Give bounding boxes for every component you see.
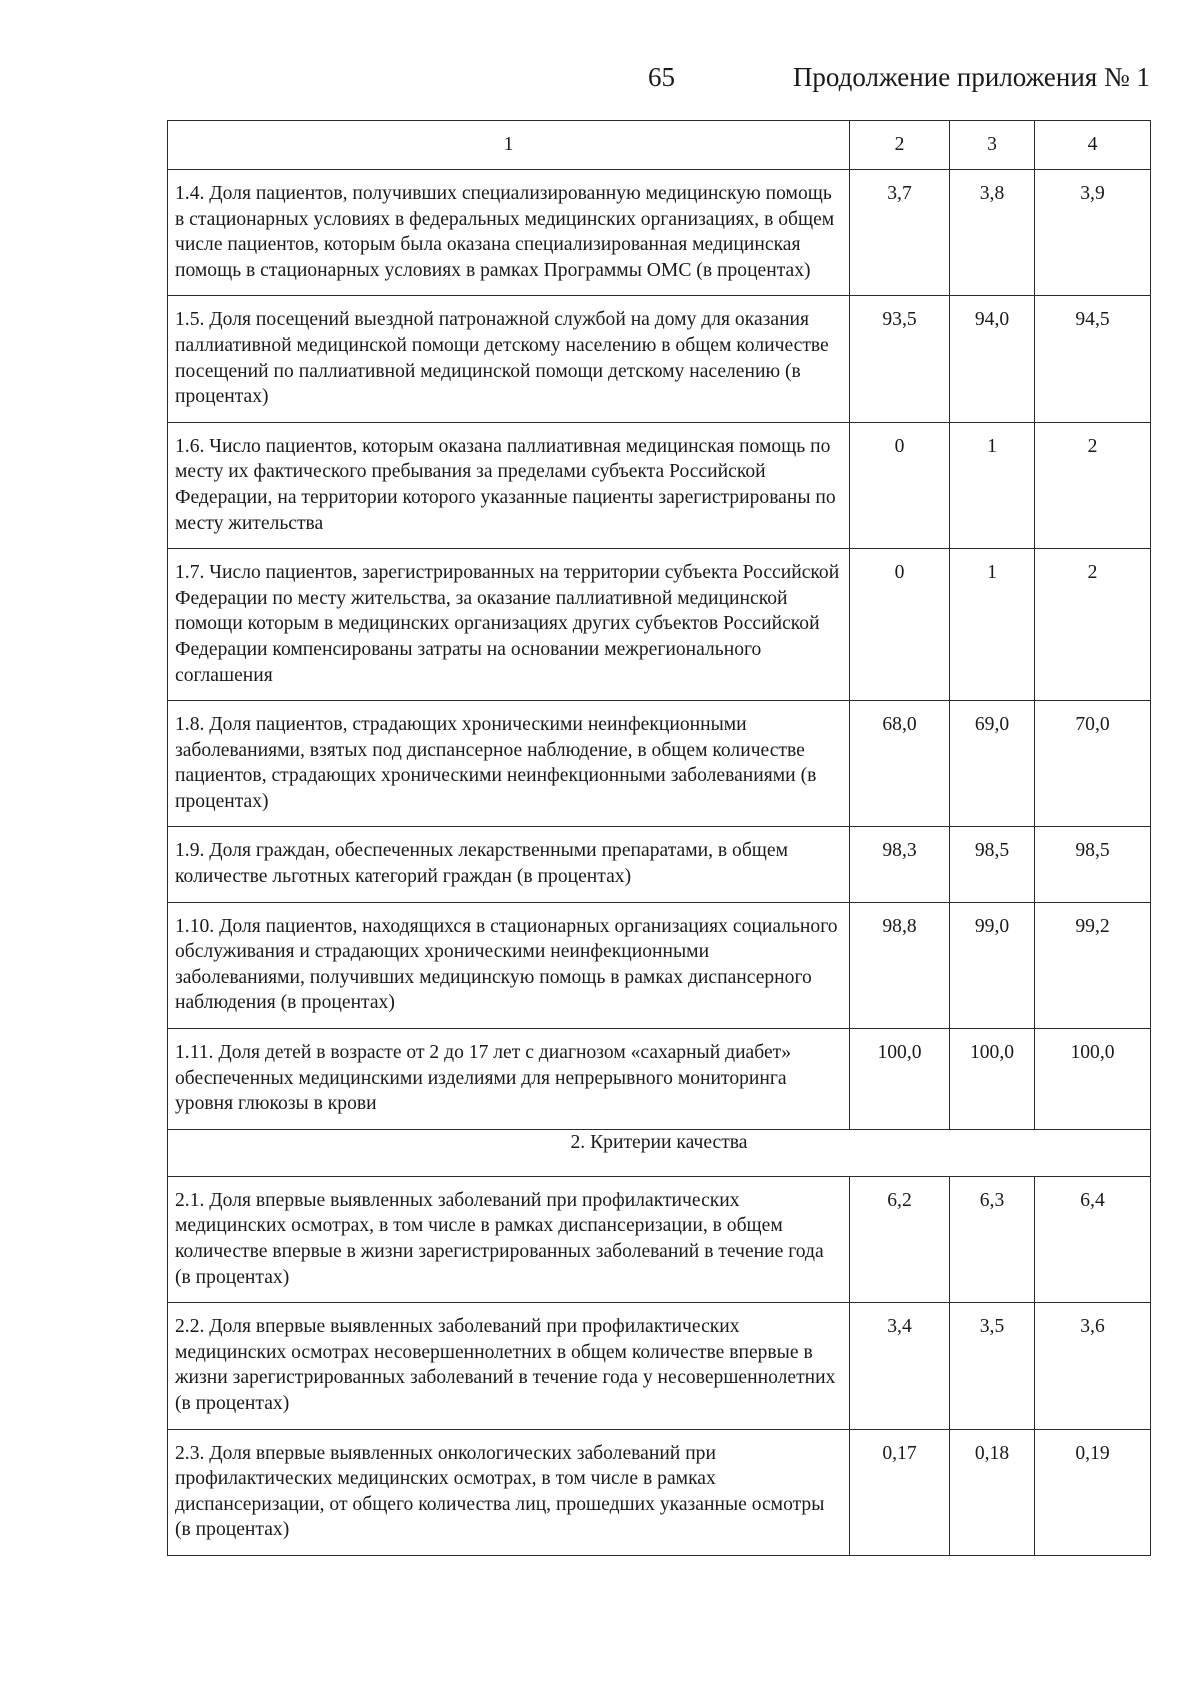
page-number: 65	[648, 62, 675, 92]
row-value-col3: 69,0	[950, 701, 1035, 827]
section-header-row	[168, 1129, 1151, 1176]
row-value-col2: 100,0	[850, 1029, 950, 1130]
row-value-col4: 70,0	[1035, 701, 1151, 827]
table-row	[168, 701, 1151, 827]
row-description: 1.4. Доля пациентов, получивших специализированную медицинскую помощь в стационарных условиях в федеральных медицинских организациях, в общем числе пациентов, которым была оказана специализированная медицинская помощь в стационарных условиях в рамках Программы ОМС (в процентах)	[168, 170, 850, 296]
column-header-3: 3	[950, 121, 1035, 170]
section-title: 2. Критерии качества	[168, 1129, 1151, 1176]
row-value-col3: 1	[950, 422, 1035, 548]
row-value-col4: 98,5	[1035, 827, 1151, 902]
row-value-col2: 68,0	[850, 701, 950, 827]
row-description: 1.10. Доля пациентов, находящихся в стационарных организациях социального обслуживания и страдающих хроническими неинфекционными заболеваниями, получивших медицинскую помощь в рамках диспансерного наблюдения (в процентах)	[168, 902, 850, 1028]
table-row	[168, 296, 1151, 422]
table-row	[168, 549, 1151, 701]
row-value-col4: 100,0	[1035, 1029, 1151, 1130]
row-description: 1.7. Число пациентов, зарегистрированных на территории субъекта Российской Федерации по месту жительства, за оказание паллиативной медицинской помощи которым в медицинских организациях других субъектов Российской Федерации компенсированы затраты на основании межрегионального соглашения	[168, 549, 850, 701]
criteria-table	[167, 120, 1151, 1556]
row-value-col3: 100,0	[950, 1029, 1035, 1130]
row-value-col4: 6,4	[1035, 1176, 1151, 1302]
table-row	[168, 827, 1151, 902]
row-value-col4: 94,5	[1035, 296, 1151, 422]
row-value-col4: 0,19	[1035, 1429, 1151, 1555]
row-value-col4: 2	[1035, 549, 1151, 701]
row-description: 2.2. Доля впервые выявленных заболеваний при профилактических медицинских осмотрах несовершеннолетних в общем количестве впервые в жизни зарегистрированных заболеваний в течение года у несовершеннолетних (в процентах)	[168, 1303, 850, 1429]
row-value-col2: 0	[850, 422, 950, 548]
row-value-col2: 6,2	[850, 1176, 950, 1302]
row-value-col4: 2	[1035, 422, 1151, 548]
row-description: 2.1. Доля впервые выявленных заболеваний при профилактических медицинских осмотрах, в том числе в рамках диспансеризации, в общем количестве впервые в жизни зарегистрированных заболеваний в течение года (в процентах)	[168, 1176, 850, 1302]
row-description: 1.6. Число пациентов, которым оказана паллиативная медицинская помощь по месту их фактического пребывания за пределами субъекта Российской Федерации, на территории которого указанные пациенты зарегистрированы по месту жительства	[168, 422, 850, 548]
row-value-col3: 98,5	[950, 827, 1035, 902]
table-row	[168, 1176, 1151, 1302]
table-header-row	[168, 121, 1151, 170]
table-row	[168, 1303, 1151, 1429]
table-row	[168, 170, 1151, 296]
row-value-col2: 3,7	[850, 170, 950, 296]
row-description: 1.5. Доля посещений выездной патронажной службой на дому для оказания паллиативной медицинской помощи детскому населению в общем количестве посещений по паллиативной медицинской помощи детскому населению (в процентах)	[168, 296, 850, 422]
continuation-header: Продолжение приложения № 1	[792, 62, 1150, 92]
column-header-2: 2	[850, 121, 950, 170]
row-value-col2: 3,4	[850, 1303, 950, 1429]
row-value-col2: 0,17	[850, 1429, 950, 1555]
row-value-col2: 93,5	[850, 296, 950, 422]
row-value-col3: 3,8	[950, 170, 1035, 296]
column-header-4: 4	[1035, 121, 1151, 170]
row-value-col2: 98,8	[850, 902, 950, 1028]
row-value-col4: 99,2	[1035, 902, 1151, 1028]
row-value-col2: 98,3	[850, 827, 950, 902]
row-description: 1.11. Доля детей в возрасте от 2 до 17 лет с диагнозом «сахарный диабет» обеспеченных медицинскими изделиями для непрерывного мониторинга уровня глюкозы в крови	[168, 1029, 850, 1130]
row-value-col3: 6,3	[950, 1176, 1035, 1302]
table-row	[168, 902, 1151, 1028]
row-description: 2.3. Доля впервые выявленных онкологических заболеваний при профилактических медицинских осмотрах, в том числе в рамках диспансеризации, от общего количества лиц, прошедших указанные осмотры (в процентах)	[168, 1429, 850, 1555]
table-row	[168, 422, 1151, 548]
row-description: 1.9. Доля граждан, обеспеченных лекарственными препаратами, в общем количестве льготных категорий граждан (в процентах)	[168, 827, 850, 902]
row-value-col2: 0	[850, 549, 950, 701]
row-value-col4: 3,6	[1035, 1303, 1151, 1429]
table-row	[168, 1429, 1151, 1555]
row-value-col3: 94,0	[950, 296, 1035, 422]
row-value-col3: 0,18	[950, 1429, 1035, 1555]
row-value-col3: 1	[950, 549, 1035, 701]
row-value-col3: 3,5	[950, 1303, 1035, 1429]
row-value-col4: 3,9	[1035, 170, 1151, 296]
row-value-col3: 99,0	[950, 902, 1035, 1028]
row-description: 1.8. Доля пациентов, страдающих хроническими неинфекционными заболеваниями, взятых под диспансерное наблюдение, в общем количестве пациентов, страдающих хроническими неинфекционными заболеваниями (в процентах)	[168, 701, 850, 827]
column-header-1: 1	[168, 121, 850, 170]
table-row	[168, 1029, 1151, 1130]
